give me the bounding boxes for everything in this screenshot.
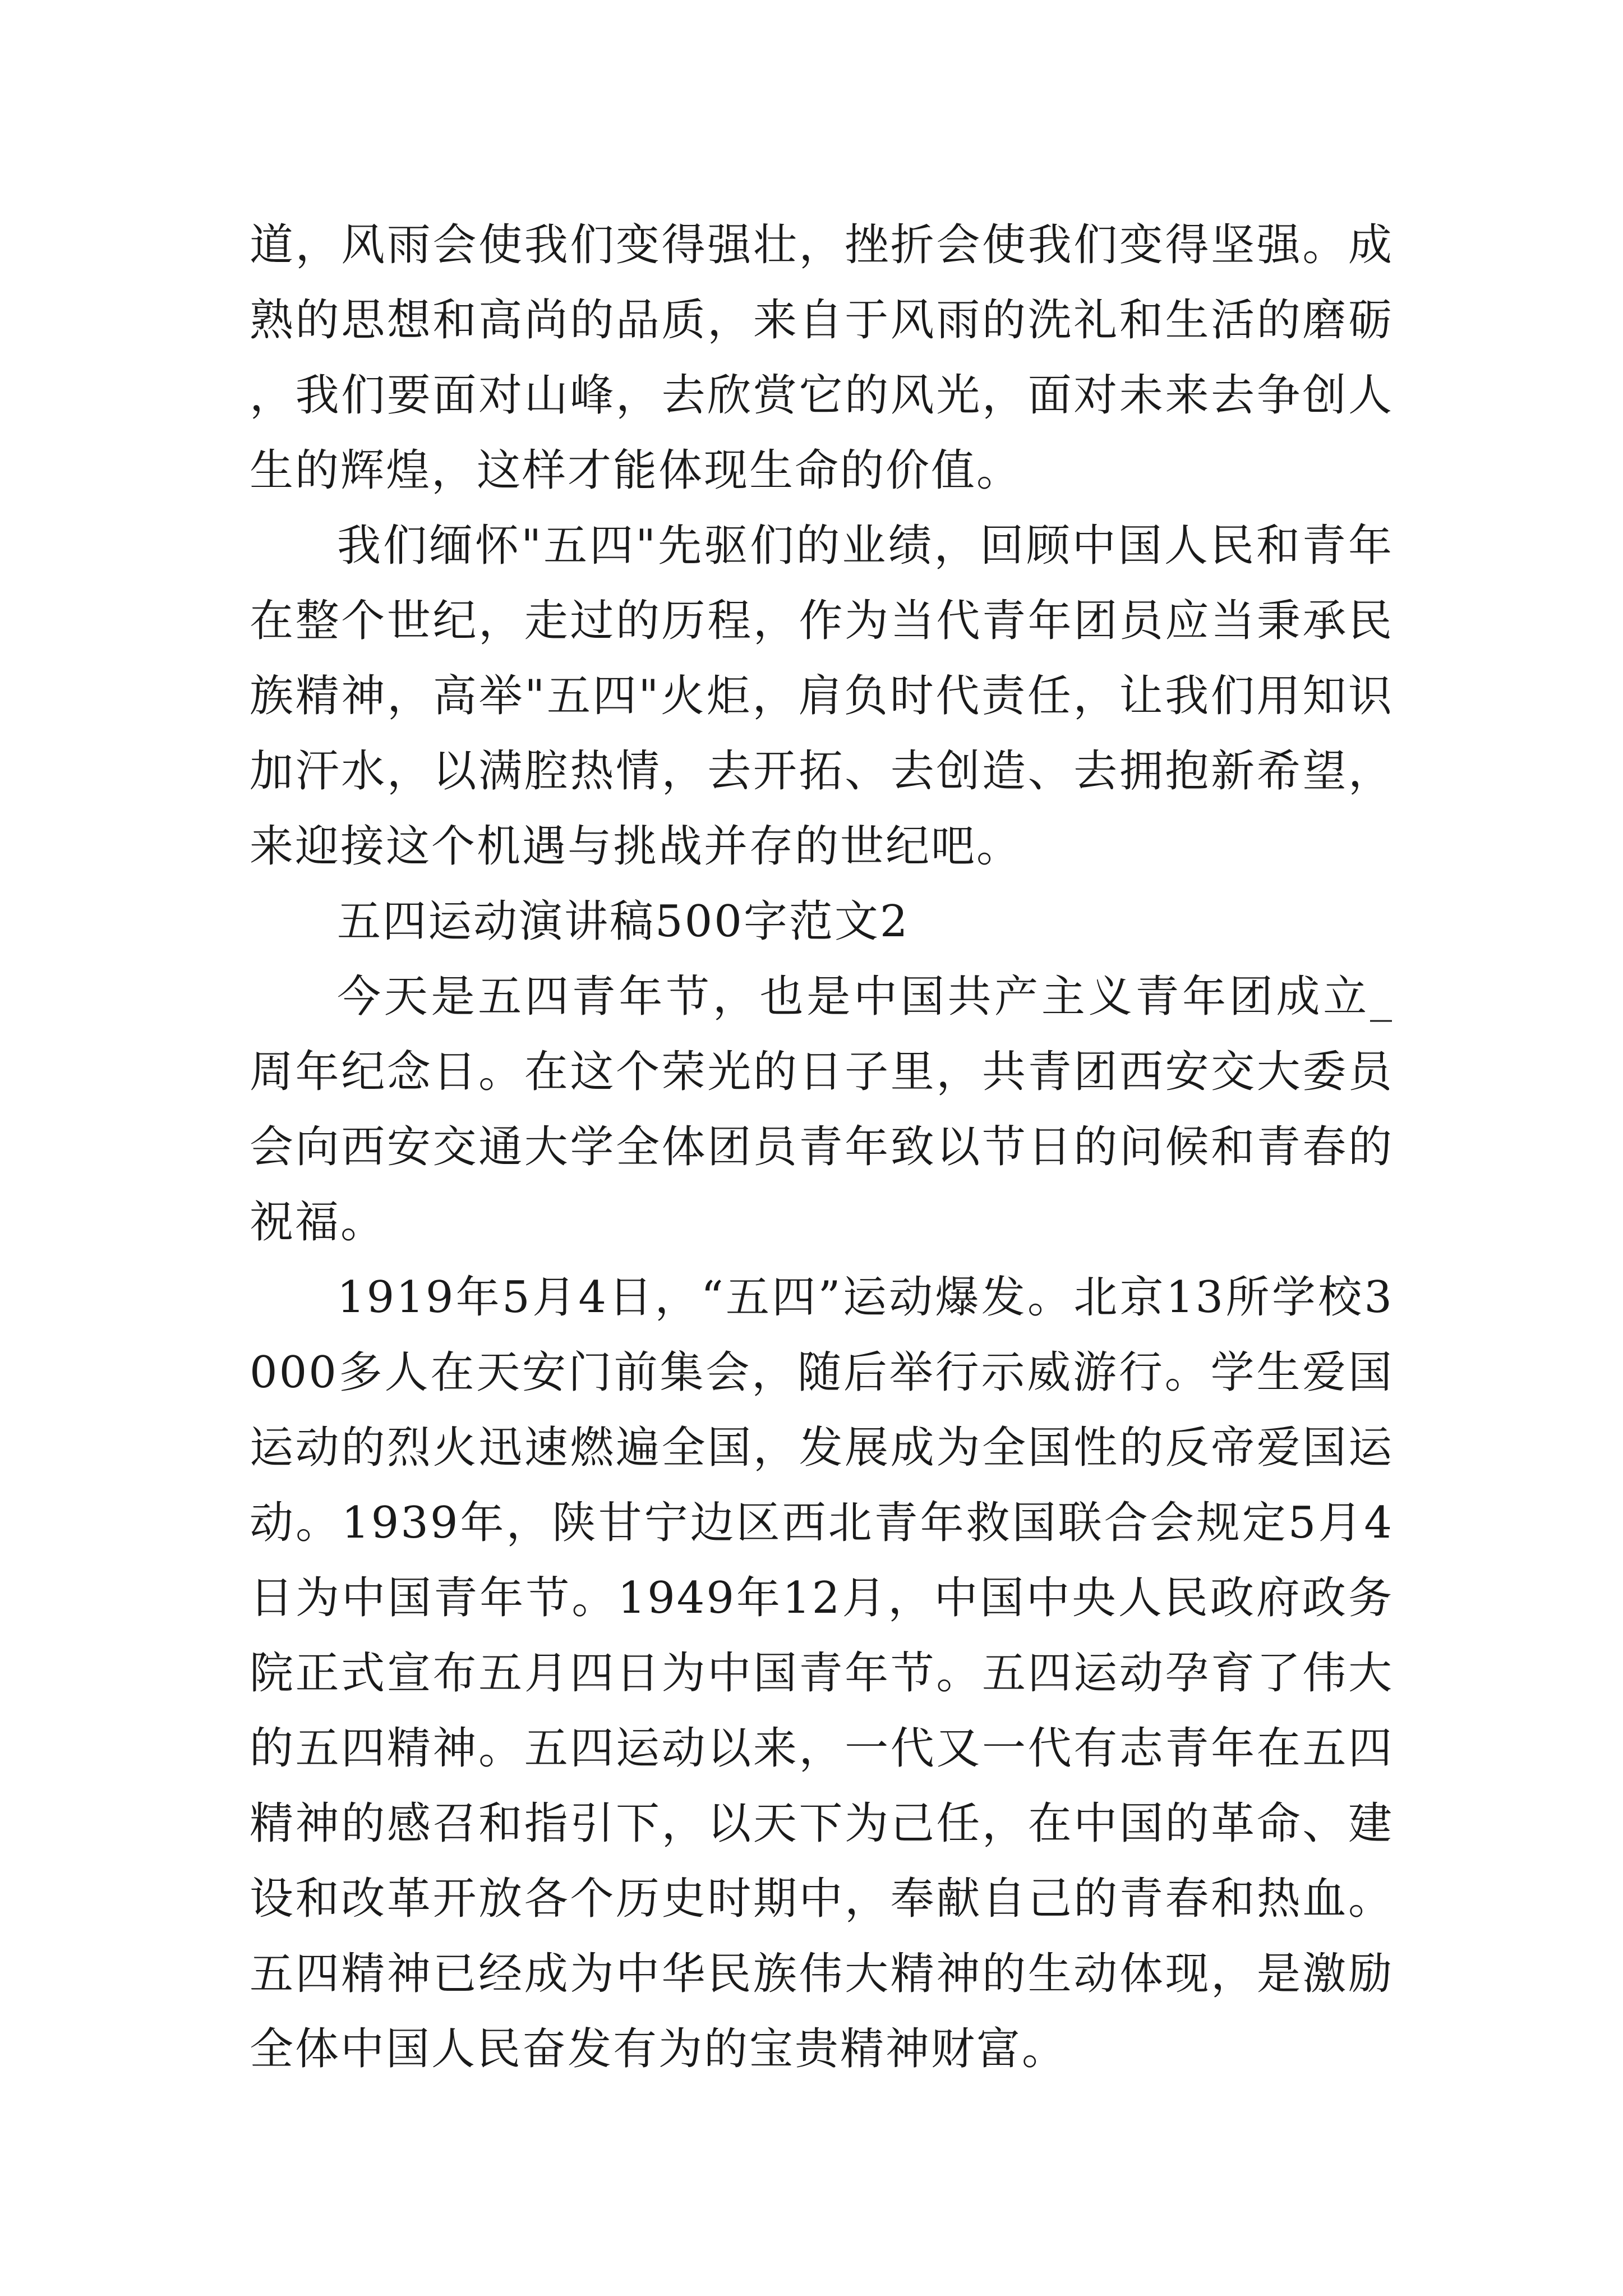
paragraph-youth-day: 今天是五四青年节，也是中国共产主义青年团成立_周年纪念日。在这个荣光的日子里，共青团西安交大委员会向西安交通大学全体团员青年致以节日的问候和青春的祝福。: [250, 972, 1394, 1248]
paragraph-commemoration: 我们缅怀"五四"先驱们的业绩，回顾中国人民和青年在整个世纪，走过的历程，作为当代青年团员应当秉承民族精神，高举"五四"火炬，肩负时代责任，让我们用知识加汗水，以满腔热情，去开拓、去创造、去拥抱新希望，来迎接这个机遇与挑战并存的世纪吧。: [250, 521, 1394, 872]
paragraph-continued: 道，风雨会使我们变得强壮，挫折会使我们变得坚强。成熟的思想和高尚的品质，来自于风雨的洗礼和生活的磨砺，我们要面对山峰，去欣赏它的风光，面对未来去争创人生的辉煌，这样才能体现生命的价值。: [250, 220, 1394, 496]
section-heading: 五四运动演讲稿500字范文2: [337, 896, 910, 947]
paragraph-history: 1919年5月4日，“五四”运动爆发。北京13所学校3000多人在天安门前集会，随后举行示威游行。学生爱国运动的烈火迅速燃遍全国，发展成为全国性的反帝爱国运动。1939年，陕甘宁边区西北青年救国联合会规定5月4日为中国青年节。1949年12月，中国中央人民政府政务院正式宣布五月四日为中国青年节。五四运动孕育了伟大的五四精神。五四运动以来，一代又一代有志青年在五四精神的感召和指引下，以天下为己任，在中国的革命、建设和改革开放各个历史时期中，奉献自己的青春和热血。五四精神已经成为中华民族伟大精神的生动体现，是激励全体中国人民奋发有为的宝贵精神财富。: [250, 1272, 1394, 2074]
document-body: [250, 208, 1394, 2087]
